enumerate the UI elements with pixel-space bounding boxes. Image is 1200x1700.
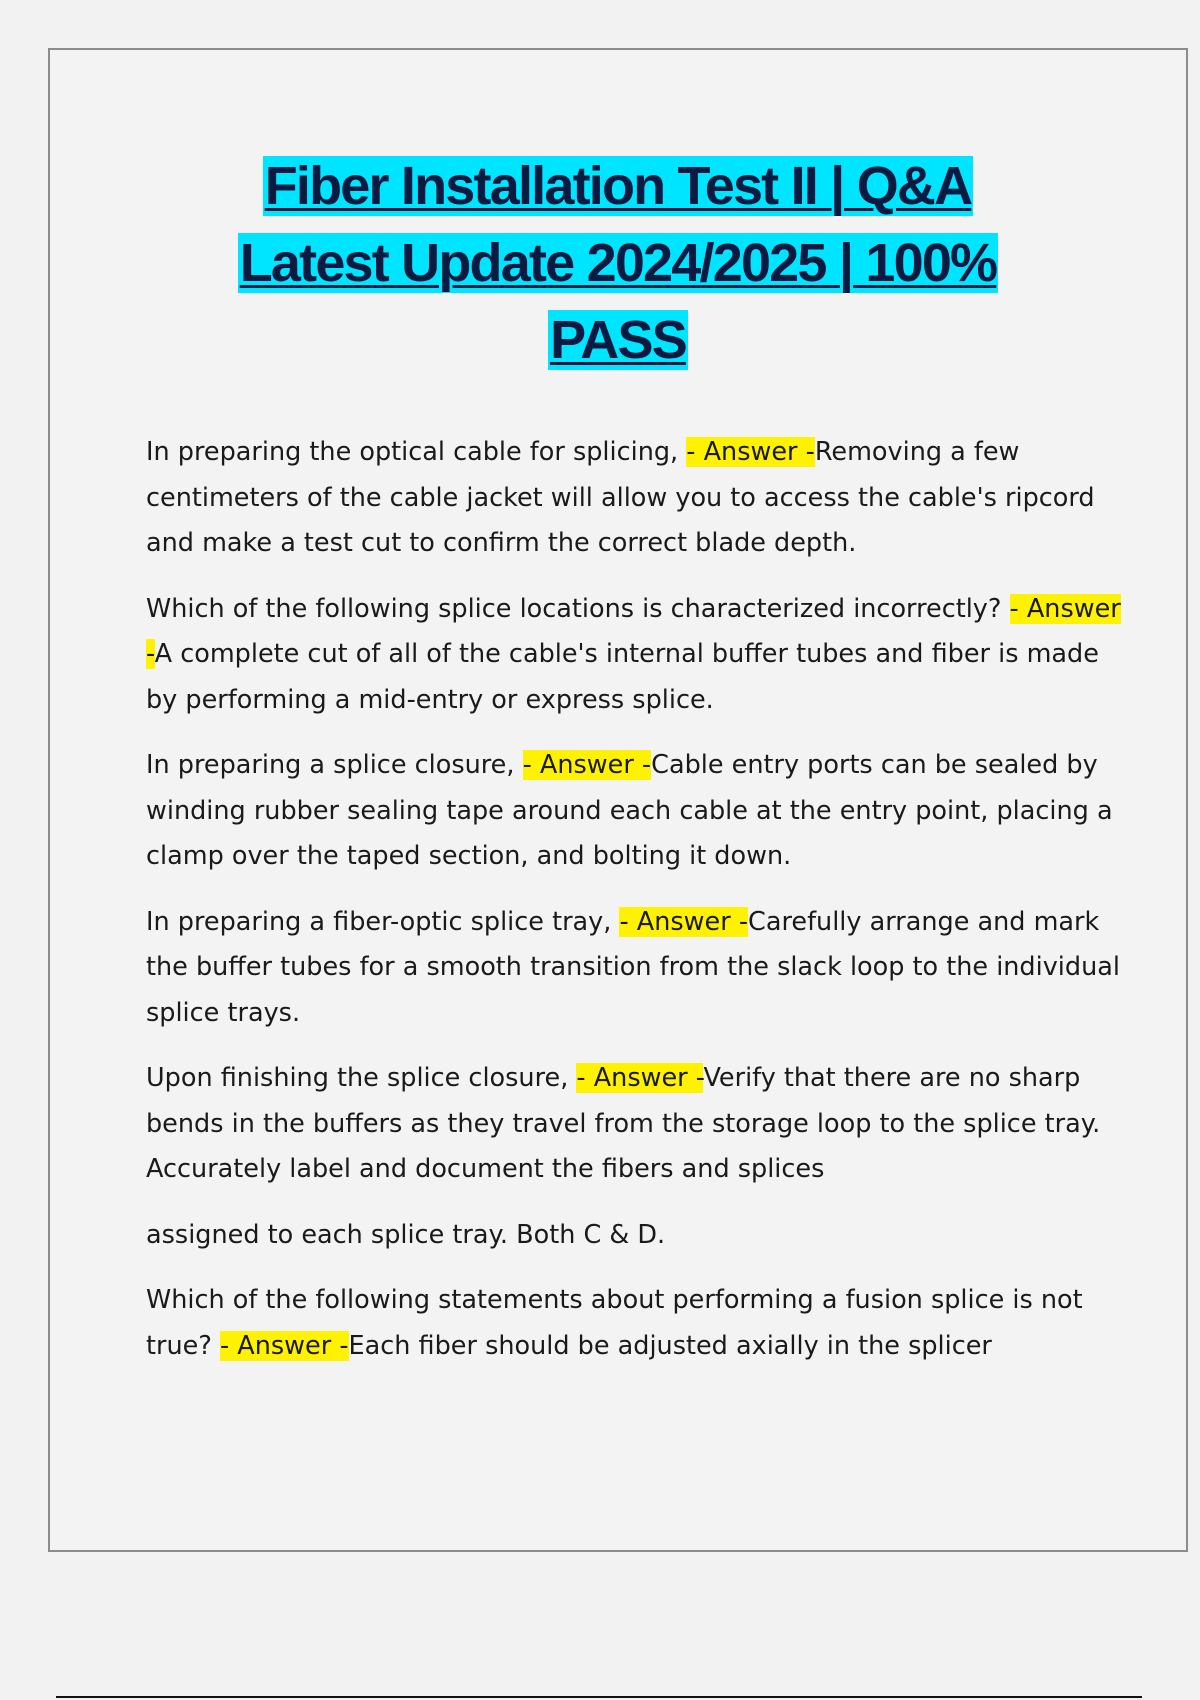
answer-marker: - Answer - [219,1330,349,1361]
qa-item [146,743,1136,880]
answer-text: Verify that there are no sharp bends in the buffers as they travel from the storage loop to the splice tray. Accurately label and document the fibers and splices [146,1063,1101,1184]
answer-marker: - Answer - [146,593,1121,669]
answer-marker: - Answer - [619,906,749,937]
title-line-1: Fiber Installation Test II | Q&A [264,156,972,216]
question-text: Which of the following splice locations is characterized incorrectly? [146,593,1010,624]
answer-text: Removing a few centimeters of the cable jacket will allow you to access the cable's ripcord and make a test cut to confirm the correct blade depth. [146,437,1095,558]
qa-list [146,430,1136,1389]
qa-item [146,900,1136,1037]
qa-item [146,587,1136,724]
question-text: Upon finishing the splice closure, [146,1063,577,1093]
answer-marker: - Answer - [522,750,652,780]
document-page [48,48,1188,1552]
title-line-2: Latest Update 2024/2025 | 100% [239,233,997,293]
question-text: In preparing a fiber-optic splice tray, [146,906,620,937]
question-text: In preparing the optical cable for splicing, [146,437,687,467]
title-line-3: PASS [550,310,686,370]
qa-item-continuation: assigned to each splice tray. Both C & D. [146,1219,666,1250]
qa-item [146,430,1136,567]
answer-text: Each fiber should be adjusted axially in the splicer [348,1330,992,1361]
question-text: Which of the following statements about performing a fusion splice is not true? [146,1285,1083,1361]
document-title [50,148,1186,379]
answer-marker: - Answer - [686,437,815,467]
question-text: In preparing a splice closure, [146,750,523,780]
answer-marker: - Answer - [576,1063,704,1093]
answer-text: Carefully arrange and mark the buffer tubes for a smooth transition from the slack loop to the individual splice trays. [146,906,1120,1028]
answer-text: Cable entry ports can be sealed by winding rubber sealing tape around each cable at the entry point, placing a clamp over the taped section, and bolting it down. [146,750,1113,871]
qa-item [146,1278,1136,1369]
qa-item [146,1056,1136,1193]
footer-divider [56,1696,1142,1698]
answer-text: A complete cut of all of the cable's internal buffer tubes and fiber is made by performing a mid-entry or express splice. [146,639,1099,715]
